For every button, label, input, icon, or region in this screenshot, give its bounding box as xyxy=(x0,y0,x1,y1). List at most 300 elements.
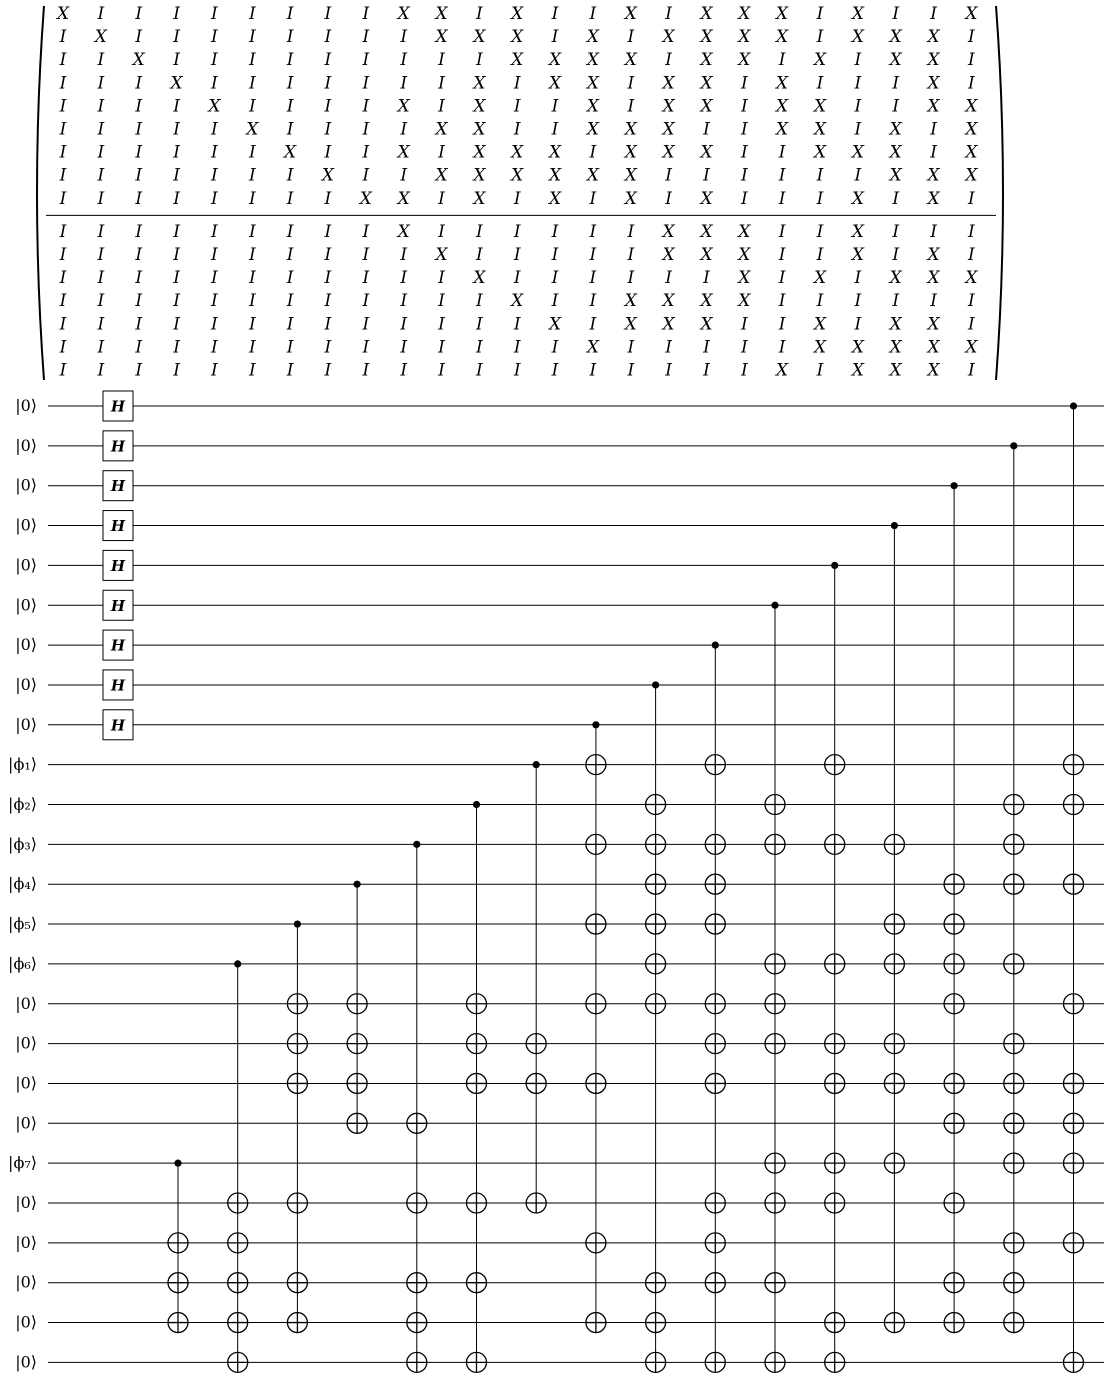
quantum-circuit xyxy=(8,391,1104,1372)
matrix-cell: X xyxy=(738,221,751,242)
matrix-cell: I xyxy=(740,188,748,209)
matrix-cell: I xyxy=(248,360,256,381)
matrix-cell: X xyxy=(813,314,827,335)
matrix-cell: X xyxy=(435,119,448,140)
matrix-cell: I xyxy=(324,268,332,289)
matrix-cell: I xyxy=(211,221,218,242)
matrix-cell: X xyxy=(927,337,940,358)
matrix-cell: I xyxy=(362,4,370,24)
matrix-cell: I xyxy=(778,165,786,186)
matrix-cell: I xyxy=(97,73,105,94)
matrix-cell: I xyxy=(513,360,521,381)
matrix-cell: I xyxy=(97,4,105,24)
matrix-cell: I xyxy=(173,221,180,242)
matrix-cell: X xyxy=(889,50,902,71)
matrix-cell: I xyxy=(135,4,143,24)
matrix-cell: I xyxy=(97,360,105,381)
matrix-cell: X xyxy=(700,291,713,312)
matrix-cell: X xyxy=(624,314,637,335)
matrix-cell: X xyxy=(435,165,448,186)
matrix-cell: I xyxy=(438,291,445,312)
matrix-cell: I xyxy=(627,27,635,48)
matrix-cell: I xyxy=(438,360,445,381)
matrix-cell: I xyxy=(438,314,445,335)
matrix-cell: I xyxy=(551,245,559,265)
matrix-cell: I xyxy=(97,142,105,163)
matrix-cell: I xyxy=(778,268,786,289)
matrix-cell: I xyxy=(248,188,256,209)
cnot-control-dot xyxy=(891,522,898,529)
matrix-cell: I xyxy=(627,221,635,242)
matrix-cell: X xyxy=(624,119,637,140)
matrix-cell: X xyxy=(813,96,827,117)
matrix-cell: I xyxy=(551,27,559,48)
wire-label: |ϕ₄⟩ xyxy=(8,874,37,894)
matrix-cell: I xyxy=(513,314,521,335)
matrix-cell: I xyxy=(513,188,521,209)
matrix-cell: X xyxy=(965,4,978,24)
matrix-cell: X xyxy=(548,50,562,71)
matrix-cell: I xyxy=(513,268,521,289)
matrix-cell: I xyxy=(211,27,218,48)
matrix-cell: I xyxy=(59,50,67,71)
matrix-cell: I xyxy=(930,4,937,24)
matrix-cell: I xyxy=(97,165,105,186)
matrix-cell: I xyxy=(211,188,218,209)
matrix-cell: X xyxy=(776,73,789,94)
matrix-cell: I xyxy=(248,96,256,117)
matrix-cell: X xyxy=(397,96,410,117)
matrix-cell: I xyxy=(968,314,975,335)
matrix-cell: X xyxy=(511,50,524,71)
matrix-cell: I xyxy=(589,188,597,209)
matrix-cell: X xyxy=(889,142,902,163)
matrix-cell: I xyxy=(930,119,937,140)
hadamard-label: H xyxy=(110,716,126,735)
matrix-cell: I xyxy=(892,188,900,209)
matrix-cell: I xyxy=(513,73,521,94)
matrix-cell: X xyxy=(813,50,827,71)
matrix-cell: I xyxy=(551,291,559,312)
matrix-cell: I xyxy=(211,165,218,186)
matrix-cell: I xyxy=(740,360,748,381)
matrix-cell: I xyxy=(97,188,105,209)
matrix-cell: I xyxy=(135,245,143,265)
matrix-cell: I xyxy=(59,221,67,242)
matrix-cell: I xyxy=(173,96,180,117)
matrix-cell: I xyxy=(173,291,180,312)
matrix-cell: I xyxy=(324,360,332,381)
matrix-cell: I xyxy=(135,337,143,358)
wire-label: |0⟩ xyxy=(15,1312,37,1332)
matrix-cell: I xyxy=(135,27,143,48)
matrix-cell: I xyxy=(362,314,370,335)
matrix-cell: X xyxy=(889,27,902,48)
matrix-cell: I xyxy=(854,50,862,71)
matrix-cell: I xyxy=(286,360,294,381)
matrix-cell: I xyxy=(854,96,862,117)
matrix-cell: I xyxy=(324,50,332,71)
matrix-cell: I xyxy=(400,291,408,312)
matrix-cell: I xyxy=(248,165,256,186)
matrix-left-paren xyxy=(37,6,44,380)
matrix-cell: X xyxy=(511,27,524,48)
matrix-cell: I xyxy=(97,96,105,117)
matrix-cell: X xyxy=(813,142,827,163)
wire-label: |ϕ₅⟩ xyxy=(8,914,37,934)
wire-label: |0⟩ xyxy=(15,1033,37,1053)
hadamard-label: H xyxy=(110,397,126,416)
matrix-cell: I xyxy=(173,142,180,163)
matrix-cell: I xyxy=(324,96,332,117)
matrix-cell: X xyxy=(813,119,827,140)
matrix-cell: I xyxy=(778,188,786,209)
matrix-cell: X xyxy=(927,96,940,117)
wire-label: |0⟩ xyxy=(15,1113,37,1133)
matrix-cell: I xyxy=(248,291,256,312)
matrix-cell: X xyxy=(473,142,486,163)
matrix-cell: I xyxy=(816,291,824,312)
matrix-cell: I xyxy=(778,245,786,265)
matrix-cell: I xyxy=(740,73,748,94)
matrix-cell: I xyxy=(589,142,597,163)
matrix-cell: I xyxy=(968,291,975,312)
matrix-cell: I xyxy=(173,50,180,71)
matrix-cell: X xyxy=(662,221,675,242)
matrix-cell: X xyxy=(927,360,940,381)
matrix-cell: I xyxy=(703,119,710,140)
matrix-cell: X xyxy=(170,73,183,94)
matrix-cell: X xyxy=(700,73,713,94)
matrix-cell: I xyxy=(476,360,483,381)
wire-label: |0⟩ xyxy=(15,1272,37,1292)
matrix-cell: I xyxy=(211,314,218,335)
matrix-cell: I xyxy=(400,27,408,48)
matrix-cell: X xyxy=(965,337,978,358)
matrix-cell: I xyxy=(627,337,635,358)
matrix-cell: X xyxy=(965,165,978,186)
matrix-cell: I xyxy=(438,337,445,358)
matrix-cell: X xyxy=(624,4,637,24)
matrix-cell: X xyxy=(700,245,713,265)
matrix-cell: I xyxy=(854,119,862,140)
wire-label: |0⟩ xyxy=(15,396,37,415)
matrix-cell: I xyxy=(400,73,408,94)
wire-label: |0⟩ xyxy=(15,555,37,575)
wire-label: |ϕ₁⟩ xyxy=(8,754,37,774)
matrix-cell: X xyxy=(473,73,486,94)
hadamard-label: H xyxy=(110,556,126,575)
matrix-cell: I xyxy=(248,337,256,358)
matrix-cell: X xyxy=(94,27,107,48)
matrix-cell: X xyxy=(851,337,864,358)
matrix-cell: X xyxy=(511,165,524,186)
matrix-cell: I xyxy=(173,165,180,186)
matrix-cell: I xyxy=(476,50,483,71)
matrix-cell: X xyxy=(586,96,599,117)
matrix-cell: X xyxy=(662,314,675,335)
matrix-cell: X xyxy=(662,142,675,163)
matrix-cell: I xyxy=(324,119,332,140)
matrix-cell: I xyxy=(135,165,143,186)
matrix-cell: I xyxy=(703,337,710,358)
matrix-cell: I xyxy=(173,360,180,381)
matrix-cell: I xyxy=(816,360,824,381)
matrix-cell: I xyxy=(97,245,105,265)
cnot-control-dot xyxy=(1010,442,1017,449)
matrix-cell: I xyxy=(59,142,67,163)
matrix-cell: X xyxy=(700,27,713,48)
matrix-cell: I xyxy=(248,142,256,163)
matrix-cell: X xyxy=(927,268,940,289)
matrix-cell: I xyxy=(476,4,483,24)
matrix-cell: X xyxy=(624,165,637,186)
matrix-cell: I xyxy=(248,221,256,242)
matrix-cell: I xyxy=(211,142,218,163)
matrix-cell: I xyxy=(362,291,370,312)
matrix-cell: I xyxy=(400,165,408,186)
matrix-cell: I xyxy=(211,4,218,24)
matrix-cell: I xyxy=(286,4,294,24)
wire-label: |0⟩ xyxy=(15,595,37,615)
matrix-cell: I xyxy=(135,291,143,312)
matrix-cell: X xyxy=(397,4,410,24)
matrix-cell: X xyxy=(586,73,599,94)
matrix-cell: I xyxy=(248,245,256,265)
matrix-cell: I xyxy=(59,119,67,140)
matrix-cell: I xyxy=(665,337,672,358)
matrix-cell: I xyxy=(816,188,824,209)
matrix-cell: X xyxy=(473,96,486,117)
matrix-cell: I xyxy=(778,142,786,163)
matrix-cell: I xyxy=(286,96,294,117)
matrix-cell: I xyxy=(173,268,180,289)
matrix-cell: I xyxy=(778,291,786,312)
matrix-cell: I xyxy=(173,188,180,209)
matrix-cell: I xyxy=(400,337,408,358)
hadamard-label: H xyxy=(110,477,126,496)
cnot-control-dot xyxy=(712,642,719,649)
matrix-cell: X xyxy=(435,27,448,48)
matrix-cell: X xyxy=(435,4,448,24)
matrix-cell: I xyxy=(892,4,900,24)
hadamard-label: H xyxy=(110,636,126,655)
matrix-cell: X xyxy=(776,27,789,48)
matrix-cell: I xyxy=(286,27,294,48)
matrix-cell: X xyxy=(473,119,486,140)
matrix-cell: I xyxy=(59,314,67,335)
matrix-cell: I xyxy=(97,337,105,358)
matrix-cell: I xyxy=(211,245,218,265)
matrix-cell: I xyxy=(211,291,218,312)
matrix-cell: X xyxy=(851,142,864,163)
matrix-cell: I xyxy=(324,142,332,163)
matrix-cell: I xyxy=(286,314,294,335)
matrix-cell: I xyxy=(513,119,521,140)
matrix-cell: X xyxy=(662,96,675,117)
matrix-cell: X xyxy=(586,165,599,186)
matrix-cell: X xyxy=(586,27,599,48)
wire-label: |ϕ₇⟩ xyxy=(8,1153,37,1173)
matrix-cell: X xyxy=(851,221,864,242)
matrix-cell: I xyxy=(438,188,445,209)
matrix-cell: I xyxy=(968,188,975,209)
matrix-cell: X xyxy=(813,337,827,358)
matrix-cell: X xyxy=(889,314,902,335)
wire-label: |0⟩ xyxy=(15,993,37,1013)
wire-label: |0⟩ xyxy=(15,1352,37,1372)
hadamard-label: H xyxy=(110,676,126,695)
cnot-control-dot xyxy=(234,960,241,967)
matrix-cell: X xyxy=(321,165,334,186)
matrix-cell: I xyxy=(627,73,635,94)
matrix-cell: I xyxy=(778,314,786,335)
matrix-cell: I xyxy=(665,268,672,289)
matrix-cell: X xyxy=(548,188,562,209)
matrix-cell: I xyxy=(286,245,294,265)
matrix-cell: X xyxy=(586,119,599,140)
matrix-cell: I xyxy=(589,360,597,381)
cnot-control-dot xyxy=(413,841,420,848)
matrix-cell: I xyxy=(400,314,408,335)
wire-label: |0⟩ xyxy=(15,1232,37,1252)
matrix-cell: I xyxy=(59,360,67,381)
matrix-cell: X xyxy=(965,119,978,140)
matrix-cell: I xyxy=(740,165,748,186)
wire-label: |ϕ₂⟩ xyxy=(8,794,37,814)
matrix-cell: X xyxy=(246,119,259,140)
matrix-cell: I xyxy=(173,4,180,24)
matrix-cell: X xyxy=(586,50,599,71)
matrix-cell: X xyxy=(738,291,751,312)
matrix-cell: X xyxy=(889,165,902,186)
matrix-cell: I xyxy=(551,268,559,289)
matrix-cell: I xyxy=(968,245,975,265)
matrix-cell: X xyxy=(56,4,70,24)
matrix-cell: X xyxy=(776,119,789,140)
matrix-cell: X xyxy=(624,142,637,163)
matrix-cell: I xyxy=(816,73,824,94)
matrix-cell: X xyxy=(965,268,978,289)
matrix-cell: X xyxy=(511,291,524,312)
matrix-cell: X xyxy=(132,50,145,71)
matrix-cell: X xyxy=(473,188,486,209)
matrix-cell: X xyxy=(397,188,410,209)
matrix-cell: I xyxy=(97,268,105,289)
matrix-cell: I xyxy=(97,50,105,71)
matrix-cell: X xyxy=(700,188,713,209)
matrix-cell: I xyxy=(59,337,67,358)
matrix-cell: I xyxy=(248,27,256,48)
matrix-cell: I xyxy=(362,142,370,163)
hadamard-label: H xyxy=(110,437,126,456)
matrix-cell: I xyxy=(135,142,143,163)
matrix-cell: I xyxy=(665,50,672,71)
matrix-cell: I xyxy=(627,245,635,265)
matrix-cell: X xyxy=(511,4,524,24)
matrix-cell: I xyxy=(740,142,748,163)
matrix-cell: X xyxy=(548,165,562,186)
matrix-cell: I xyxy=(362,360,370,381)
matrix-cell: I xyxy=(324,291,332,312)
matrix-cell: I xyxy=(968,73,975,94)
matrix-cell: I xyxy=(400,119,408,140)
matrix-cell: X xyxy=(548,73,562,94)
matrix-cell: I xyxy=(211,360,218,381)
matrix-cell: X xyxy=(889,119,902,140)
cnot-control-dot xyxy=(951,482,958,489)
matrix-cell: I xyxy=(513,337,521,358)
matrix-cell: I xyxy=(211,268,218,289)
matrix-cell: X xyxy=(927,165,940,186)
matrix-cell: I xyxy=(892,245,900,265)
matrix-cell: I xyxy=(854,314,862,335)
matrix-cell: I xyxy=(286,73,294,94)
cnot-control-dot xyxy=(592,721,599,728)
matrix-cell: I xyxy=(248,268,256,289)
matrix-cell: X xyxy=(738,245,751,265)
matrix-cell: I xyxy=(173,337,180,358)
matrix-right-paren xyxy=(996,6,1003,380)
matrix-cell: I xyxy=(740,119,748,140)
matrix-cell: I xyxy=(665,360,672,381)
matrix-cell: X xyxy=(927,245,940,265)
matrix-cell: X xyxy=(927,314,940,335)
matrix-cell: I xyxy=(968,221,975,242)
cnot-control-dot xyxy=(354,881,361,888)
matrix-cell: I xyxy=(930,291,937,312)
matrix-cell: X xyxy=(700,96,713,117)
matrix-cell: I xyxy=(968,360,975,381)
matrix-cell: X xyxy=(927,188,940,209)
matrix-cell: X xyxy=(965,142,978,163)
matrix-cell: I xyxy=(438,142,445,163)
matrix-cell: X xyxy=(700,4,713,24)
matrix-cell: I xyxy=(135,119,143,140)
matrix-cell: X xyxy=(284,142,297,163)
matrix-cell: X xyxy=(548,142,562,163)
matrix-cell: I xyxy=(589,291,597,312)
matrix-cell: I xyxy=(930,142,937,163)
matrix-cell: X xyxy=(662,245,675,265)
matrix-cell: I xyxy=(513,245,521,265)
matrix-cell: X xyxy=(700,142,713,163)
matrix-cell: I xyxy=(778,50,786,71)
matrix-cell: X xyxy=(700,314,713,335)
matrix-cell: I xyxy=(248,73,256,94)
wire-label: |0⟩ xyxy=(15,515,37,535)
matrix-cell: I xyxy=(362,96,370,117)
matrix-cell: I xyxy=(324,221,332,242)
matrix-cell: I xyxy=(627,268,635,289)
hadamard-label: H xyxy=(110,517,126,536)
matrix-cell: I xyxy=(627,96,635,117)
matrix-cell: I xyxy=(476,314,483,335)
matrix-cell: I xyxy=(362,221,370,242)
matrix-cell: I xyxy=(476,245,483,265)
matrix-cell: I xyxy=(97,291,105,312)
matrix-cell: I xyxy=(703,165,710,186)
matrix-cell: I xyxy=(286,291,294,312)
matrix-cell: I xyxy=(968,50,975,71)
cnot-control-dot xyxy=(473,801,480,808)
matrix-cell: I xyxy=(740,314,748,335)
matrix-cell: I xyxy=(551,119,559,140)
matrix-cell: I xyxy=(362,119,370,140)
matrix-cell: X xyxy=(776,4,789,24)
matrix-cell: I xyxy=(589,245,597,265)
matrix-cell: I xyxy=(362,337,370,358)
